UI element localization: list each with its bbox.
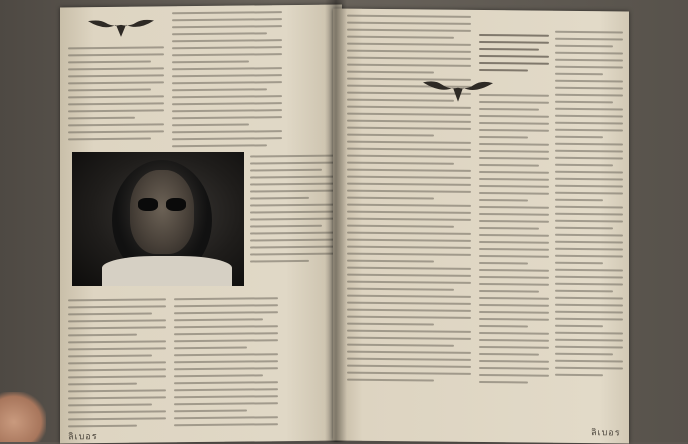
photo-sunglasses bbox=[138, 198, 188, 211]
right-page bbox=[333, 8, 629, 443]
book-gutter bbox=[325, 0, 347, 442]
portrait-photo-icon bbox=[72, 152, 244, 286]
left-page-top-right-column bbox=[172, 11, 282, 152]
photo-shirt bbox=[102, 256, 232, 286]
right-page-middle-column bbox=[479, 34, 549, 389]
holding-hand bbox=[0, 392, 46, 442]
left-page-top-left-column bbox=[68, 46, 164, 145]
left-page-bottom-right-column bbox=[174, 297, 278, 431]
bull-horns-logo-icon bbox=[86, 14, 156, 41]
left-page-right-narrow-column bbox=[250, 155, 334, 268]
photo-face bbox=[130, 170, 194, 254]
right-page-right-column bbox=[555, 31, 623, 382]
left-page-bottom-left-column bbox=[68, 298, 166, 432]
right-page-left-column bbox=[347, 15, 471, 387]
left-page-folio: ลิเบอร bbox=[68, 432, 98, 443]
right-page-folio: ลิเบอร bbox=[591, 428, 621, 439]
